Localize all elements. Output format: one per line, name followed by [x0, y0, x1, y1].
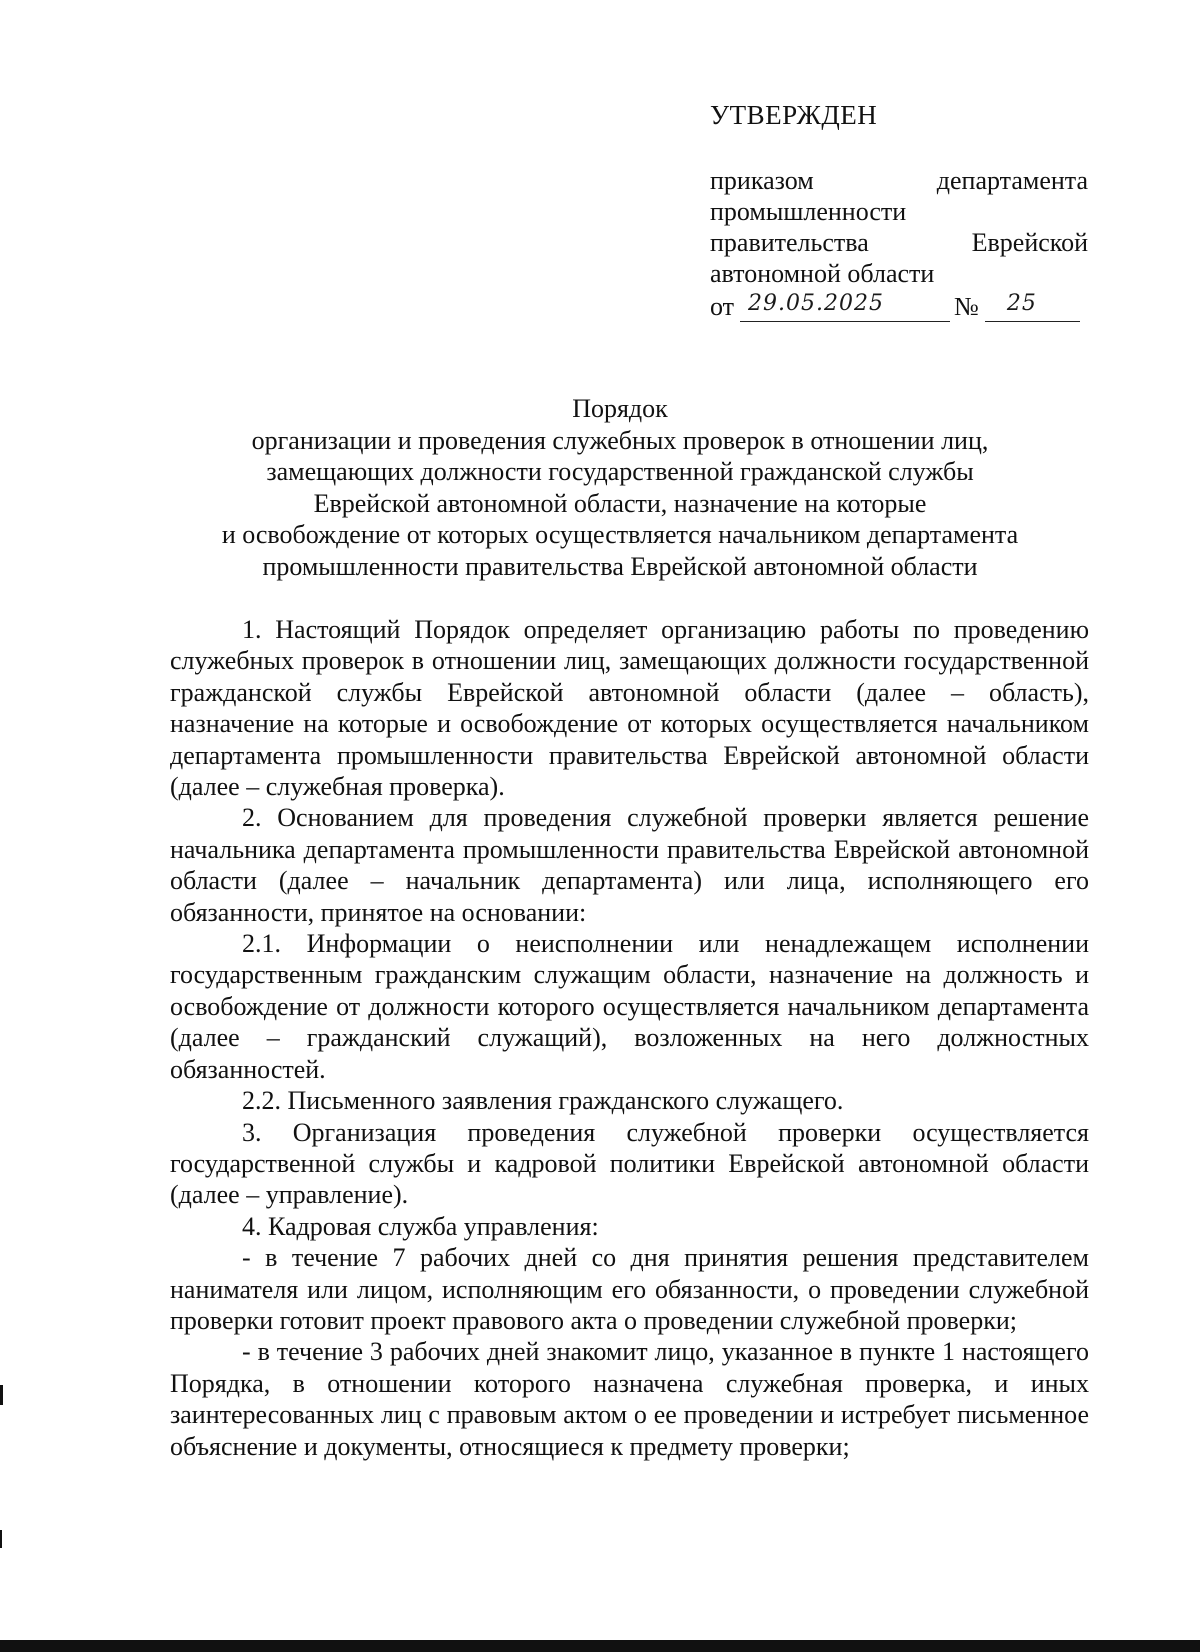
document-title	[170, 393, 1070, 582]
title-line: организации и проведения служебных проверок в отношении лиц,	[251, 425, 989, 455]
scan-bottom-edge	[0, 1640, 1200, 1652]
document-body	[170, 614, 1089, 1462]
approval-line-1: приказом департамента	[710, 166, 1088, 195]
approval-block	[710, 100, 1088, 322]
title-line: замещающих должности государственной гражданской службы	[266, 457, 974, 486]
handwritten-date: 29.05.2025	[748, 291, 884, 316]
paragraph-4-item-2: - в течение 3 рабочих дней знакомит лицо, указанное в пункте 1 настоящего Порядка, в отношении которого назначена служебная проверка, и иных заинтересованных лиц с правовым актом о ее проведении и истребует письменное объяснение и документы, относящиеся к предмету проверки;	[170, 1337, 1089, 1461]
paragraph-2-2: 2.2. Письменного заявления гражданского служащего.	[242, 1086, 844, 1116]
paragraph-2-1: 2.1. Информации о неисполнении или ненадлежащем исполнении государственным гражданским служащим области, назначение на должность и освобождение от должности которого осуществляется начальником департамента (далее – гражданский служащий), возложенных на него должностных обязанностей.	[170, 929, 1089, 1084]
scan-edge-mark	[0, 1530, 2, 1548]
handwritten-number: 25	[1006, 291, 1037, 316]
approval-line-4: автономной области	[710, 259, 935, 288]
title-line: Еврейской автономной области, назначение на которые	[313, 488, 927, 518]
handwritten-date-field	[740, 291, 950, 322]
paragraph-2: 2. Основанием для проведения служебной проверки является решение начальника департамента промышленности правительства Еврейской автономной области (далее – начальник департамента) или лица, исполняющего его обязанности, принятое на основании:	[170, 803, 1089, 927]
approval-line-2: промышленности	[710, 197, 907, 226]
title-line: и освобождение от которых осуществляется начальником департамента	[221, 520, 1019, 549]
title-line: промышленности правительства Еврейской автономной области	[262, 551, 978, 581]
handwritten-number-field	[985, 291, 1080, 322]
paragraph-1: 1. Настоящий Порядок определяет организацию работы по проведению служебных проверок в отношении лиц, замещающих должности государственной гражданской службы Еврейской автономной области (далее – область), назначение на которые и освобождение от которых осуществляется начальником департамента промышленности правительства Еврейской автономной области (далее – служебная проверка).	[170, 615, 1089, 802]
title-word: Порядок	[572, 394, 668, 423]
number-prefix: №	[954, 292, 979, 321]
paragraph-4-item-1: - в течение 7 рабочих дней со дня принятия решения представителем нанимателя или лицом, исполняющим его обязанности, о проведении служебной проверки готовит проект правового акта о проведении служебной проверки;	[170, 1243, 1089, 1335]
scan-edge-mark	[0, 1385, 3, 1405]
approval-line-3: правительства Еврейской	[710, 228, 1088, 257]
paragraph-3: 3. Организация проведения служебной проверки осуществляется государственной службы и кадровой политики Еврейской автономной области (далее – управление).	[170, 1117, 1089, 1210]
date-prefix: от	[710, 292, 735, 321]
paragraph-4: 4. Кадровая служба управления:	[242, 1211, 599, 1241]
approval-date-number-row	[710, 291, 1088, 322]
approval-heading: УТВЕРЖДЕН	[710, 100, 878, 130]
